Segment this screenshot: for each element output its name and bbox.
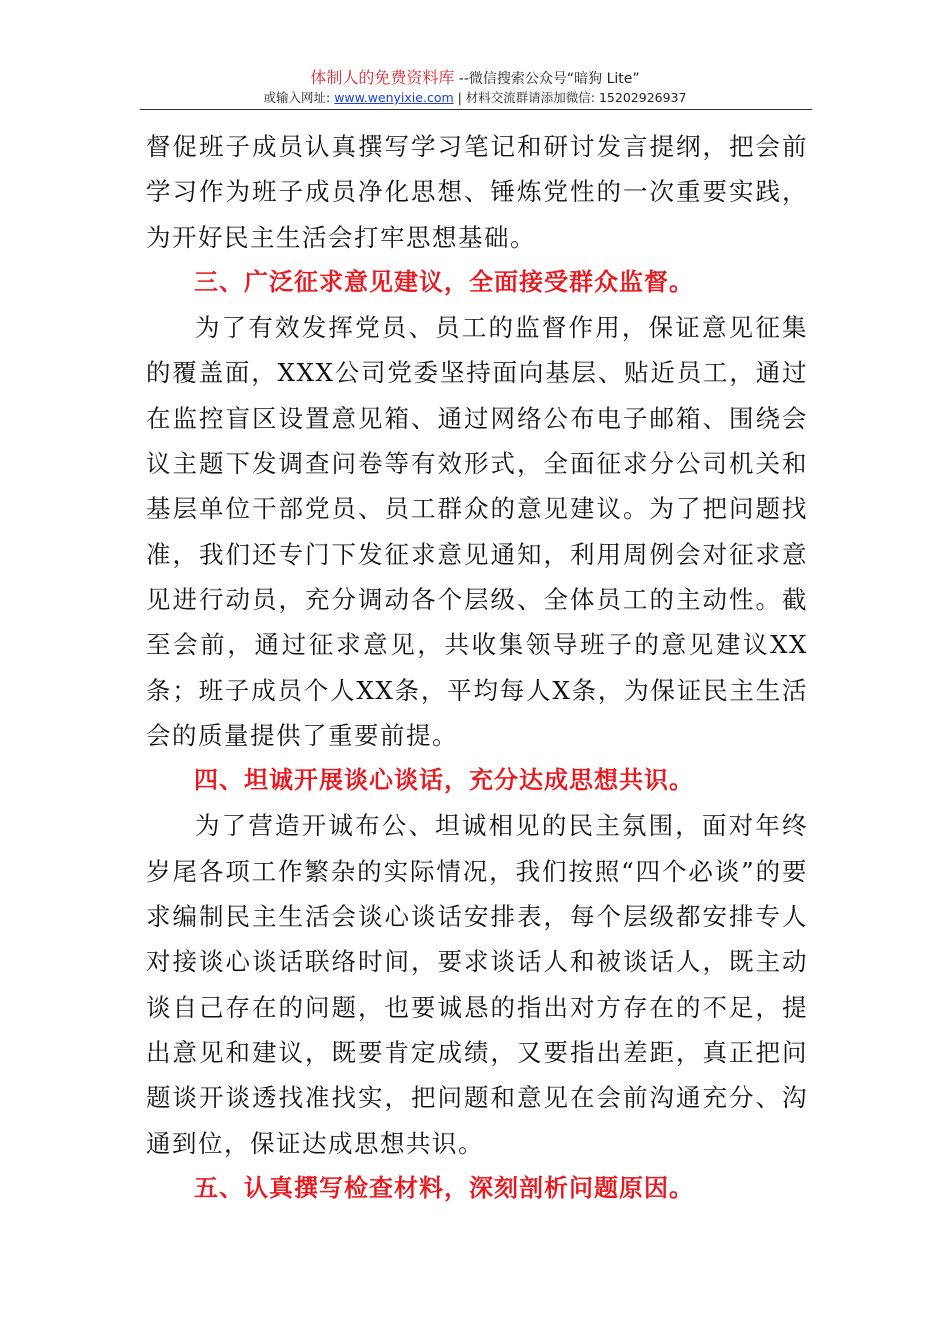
header-tagline: --微信搜索公众号“暗狗 Lite” <box>454 71 640 87</box>
header-divider <box>140 109 812 110</box>
paragraph-2: 为了有效发挥党员、员工的监督作用，保证意见征集的覆盖面，XXX公司党委坚持面向基层、贴近员工，通过在监控盲区设置意见箱、通过网络公布电子邮箱、围绕会议主题下发调查问卷等有效形式，全面征求分公司机关和基层单位干部党员、员工群众的意见建议。为了把问题找准，我们还专门下发征求意见通知，利用周例会对征求意见进行动员，充分调动各个层级、全体员工的主动性。截至会前，通过征求意见，共收集领导班子的意见建议XX条；班子成员个人XX条，平均每人X条，为保证民主生活会的质量提供了重要前提。 <box>146 313 808 750</box>
paragraph-1: 督促班子成员认真撰写学习笔记和研讨发言提纲，把会前学习作为班子成员净化思想、锤炼党性的一次重要实践，为开好民主生活会打牢思想基础。 <box>146 132 808 252</box>
header-brand: 体制人的免费资料库 <box>310 68 455 87</box>
header-url-prefix: 或输入网址: <box>263 90 335 105</box>
document-header <box>0 68 950 107</box>
section-heading-5: 五、认真撰写检查材料，深刻剖析问题原因。 <box>194 1173 694 1202</box>
header-contact: | 材料交流群请添加微信: 15202926937 <box>453 90 687 105</box>
header-url-link[interactable]: www.wenyixie.com <box>334 90 454 105</box>
section-heading-3: 三、广泛征求意见建议，全面接受群众监督。 <box>194 267 694 296</box>
document-body <box>146 124 808 1211</box>
header-line-2 <box>0 89 950 107</box>
header-line-1 <box>0 68 950 89</box>
paragraph-3: 为了营造开诚布公、坦诚相见的民主氛围，面对年终岁尾各项工作繁杂的实际情况，我们按照“四个必谈”的要求编制民主生活会谈心谈话安排表，每个层级都安排专人对接谈心谈话联络时间，要求谈话人和被谈话人，既主动谈自己存在的问题，也要诚恳的指出对方存在的不足，提出意见和建议，既要肯定成绩，又要指出差距，真正把问题谈开谈透找准找实，把问题和意见在会前沟通充分、沟通到位，保证达成思想共识。 <box>146 811 808 1158</box>
section-heading-4: 四、坦诚开展谈心谈话，充分达成思想共识。 <box>194 766 694 795</box>
